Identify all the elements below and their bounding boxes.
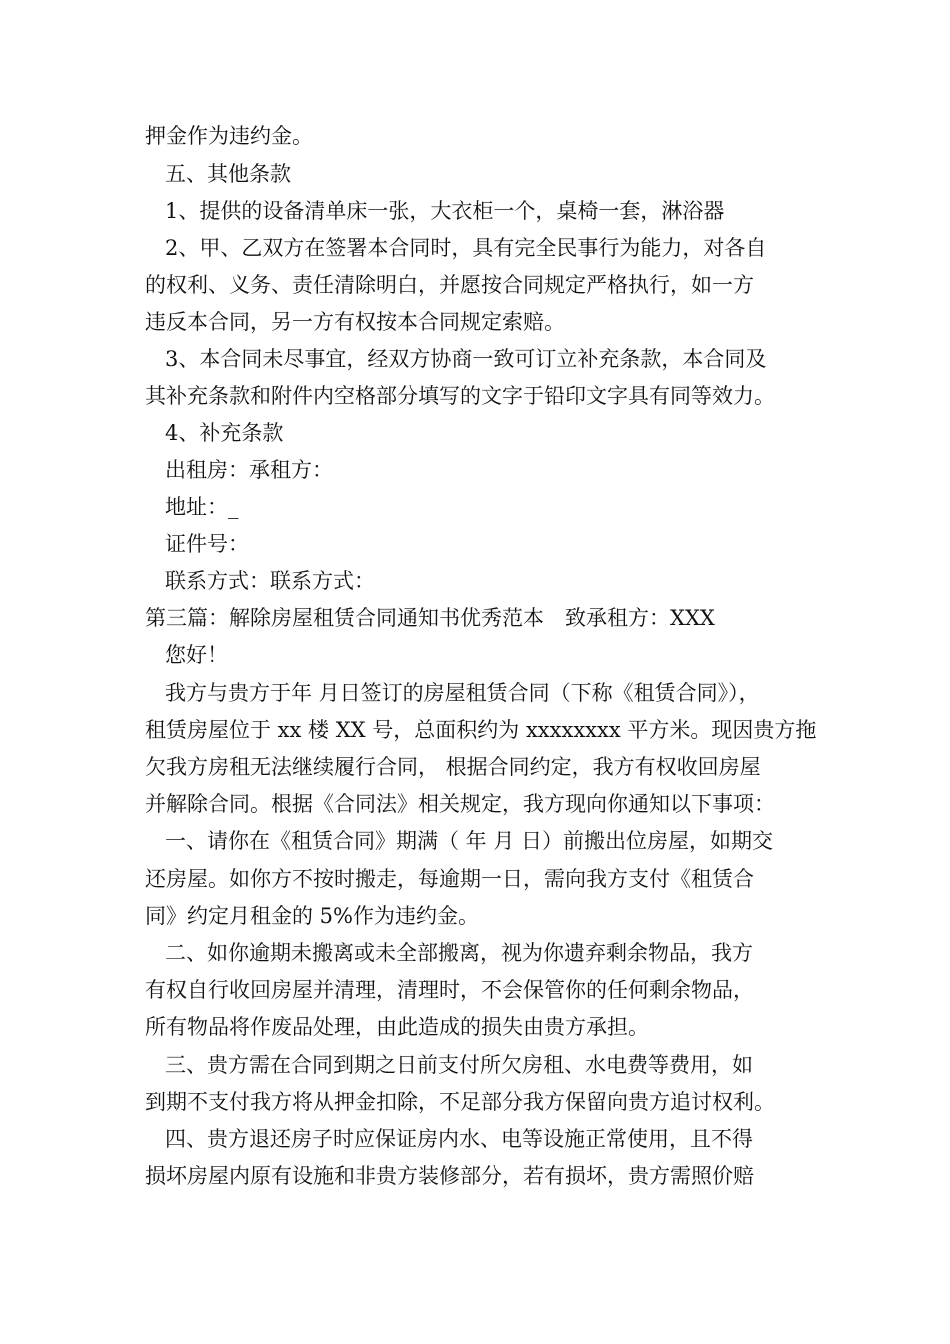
text-line: 还房屋。如你方不按时搬走，每逾期一日，需向我方支付《租赁合 xyxy=(145,867,754,891)
text-line: 3、本合同未尽事宜，经双方协商一致可订立补充条款，本合同及 xyxy=(165,347,767,371)
text-line: 租赁房屋位于 xx 楼 XX 号，总面积约为 xxxxxxxx 平方米。现因贵方拖 xyxy=(145,718,817,742)
text-line: 三、贵方需在合同到期之日前支付所欠房租、水电费等费用，如 xyxy=(165,1053,753,1077)
text-line: 损坏房屋内原有设施和非贵方装修部分，若有损坏，贵方需照价赔 xyxy=(145,1164,754,1188)
text-line: 二、如你逾期未搬离或未全部搬离，视为你遗弃剩余物品，我方 xyxy=(165,941,753,965)
text-line: 的权利、义务、责任清除明白，并愿按合同规定严格执行，如一方 xyxy=(145,273,754,297)
text-line: 押金作为违约金。 xyxy=(145,124,313,148)
chapter-heading: 第三篇：解除房屋租赁合同通知书优秀范本 致承租方：XXX xyxy=(145,606,715,630)
text-line: 我方与贵方于年 月日签订的房屋租赁合同（下称《租赁合同》）， xyxy=(165,681,760,705)
text-line: 欠我方房租无法继续履行合同， 根据合同约定，我方有权收回房屋 xyxy=(145,755,761,779)
text-line: 1、提供的设备清单床一张，大衣柜一个，桌椅一套，淋浴器 xyxy=(165,199,725,223)
text-line: 违反本合同，另一方有权按本合同规定索赔。 xyxy=(145,310,565,334)
text-line: 同》约定月租金的 5%作为违约金。 xyxy=(145,904,479,928)
text-line: 2、甲、乙双方在签署本合同时，具有完全民事行为能力，对各自 xyxy=(165,236,767,260)
section-heading: 五、其他条款 xyxy=(165,162,291,186)
text-line: 到期不支付我方将从押金扣除，不足部分我方保留向贵方追讨权利。 xyxy=(145,1090,775,1114)
text-line: 并解除合同。根据《合同法》相关规定，我方现向你通知以下事项： xyxy=(145,792,775,816)
greeting: 您好！ xyxy=(165,643,228,667)
text-line: 出租房：承租方： xyxy=(165,458,333,482)
text-line: 证件号： xyxy=(165,532,249,556)
text-line: 有权自行收回房屋并清理，清理时，不会保管你的任何剩余物品， xyxy=(145,978,754,1002)
text-line: 4、补充条款 xyxy=(165,421,284,445)
text-line: 四、贵方退还房子时应保证房内水、电等设施正常使用，且不得 xyxy=(165,1127,753,1151)
text-line: 地址：_ xyxy=(165,495,239,519)
text-line: 所有物品将作废品处理，由此造成的损失由贵方承担。 xyxy=(145,1015,649,1039)
text-line: 其补充条款和附件内空格部分填写的文字于铅印文字具有同等效力。 xyxy=(145,384,775,408)
text-line: 联系方式：联系方式： xyxy=(165,569,375,593)
text-line: 一、请你在《租赁合同》期满（ 年 月 日）前搬出位房屋，如期交 xyxy=(165,829,774,853)
